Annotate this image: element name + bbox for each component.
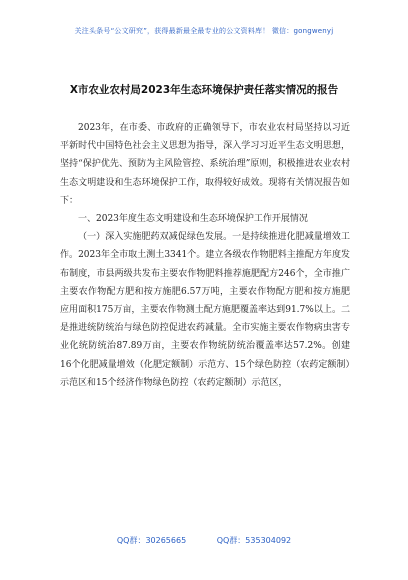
paragraph-subsection-1: （一）深入实施肥药双减促绿色发展。一是持续推进化肥减量增效工作。2023年全市取土测土3341个。建立各级农作物肥料主推配方年度发布制度，市县两级共发布主要农作物肥料推荐施肥配方246个，全市推广主要农作物配方肥和按方施肥6.57万吨，主要农作物配方肥和按方施肥应用面积175万亩，主要农作物测土配方施肥覆盖率达到91.7%以上。二是推进统防统治与绿色防控促进农药减量。全市实施主要农作物病虫害专业化统防统治87.89万亩，主要农作物统防统治覆盖率达57.2%。创建16个化肥减量增效（化肥定额制）示范方、15个绿色防控（农药定额制）示范区和15个经济作物绿色防控（农药定额制）示范区， xyxy=(60,232,350,388)
footer-qq-group-1: QQ群：30265665 xyxy=(116,536,187,545)
document-body xyxy=(60,119,350,392)
document-title: X市农业农村局2023年生态环境保护责任落实情况的报告 xyxy=(69,84,339,96)
footer-qq-group-2: QQ群：535304092 xyxy=(216,536,292,545)
header-banner: 关注头条号“公文研究”，获得最新最全最专业的公文资料库！ 微信：gongwenyj xyxy=(74,27,334,35)
footer xyxy=(0,535,408,546)
section-heading-1: 一、2023年度生态文明建设和生态环境保护工作开展情况 xyxy=(78,214,308,225)
paragraph-intro: 2023年，在市委、市政府的正确领导下，市农业农村局坚持以习近平新时代中国特色社会主义思想为指导，深入学习习近平生态文明思想，坚持“保护优先、预防为主风险管控、系统治理”原则，积极推进农业农村生态文明建设和生态环境保护工作，取得较好成效。现将有关情况报告如下： xyxy=(60,123,350,206)
